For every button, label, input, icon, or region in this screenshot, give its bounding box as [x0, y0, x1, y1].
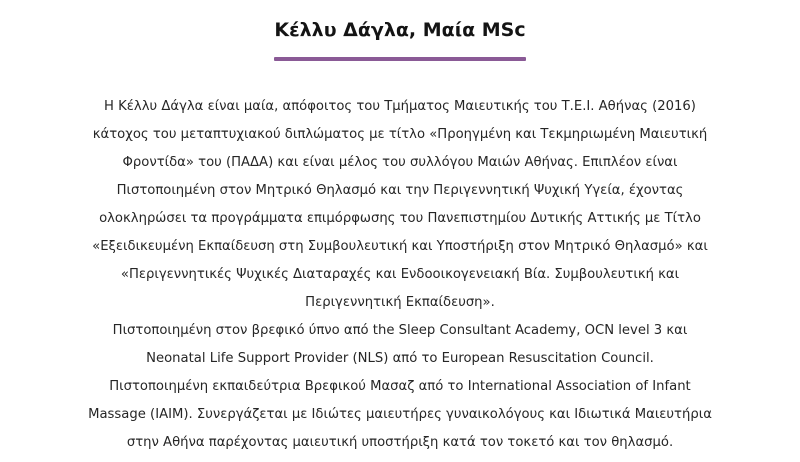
bio-line: ολοκληρώσει τα προγράμματα επιμόρφωσης του Πανεπιστημίου Δυτικής Αττικής με Τίτλο [99, 211, 701, 226]
title-underline [274, 57, 526, 61]
page-title: Κέλλυ Δάγλα, Μαία MSc [274, 19, 526, 41]
bio-line: κάτοχος του μεταπτυχιακού διπλώματος με τίτλο «Προηγμένη και Τεκμηριωμένη Μαιευτική [92, 127, 708, 142]
bio-line: Περιγεννητική Εκπαίδευση». [305, 295, 495, 310]
bio-line: Η Κέλλυ Δάγλα είναι μαία, απόφοιτος του Τμήματος Μαιευτικής του Τ.Ε.Ι. Αθήνας (2016) [104, 99, 696, 114]
bio-line: Neonatal Life Support Provider (NLS) από το European Resuscitation Council. [146, 351, 654, 366]
bio-line: Πιστοποιημένη στον βρεφικό ύπνο από the Sleep Consultant Academy, OCN level 3 και [112, 323, 688, 338]
bio-line: Πιστοποιημένη στον Μητρικό Θηλασμό και την Περιγεννητική Ψυχική Υγεία, έχοντας [116, 183, 684, 198]
bio-line: στην Αθήνα παρέχοντας μαιευτική υποστήριξη κατά τον τοκετό και τον θηλασμό. [126, 435, 674, 450]
bio-line: Φροντίδα» του (ΠΑΔΑ) και είναι μέλος του συλλόγου Μαιών Αθήνας. Επιπλέον είναι [122, 155, 678, 170]
bio-line: Πιστοποιημένη εκπαιδεύτρια Βρεφικού Μασαζ από το International Association of Infant [109, 379, 691, 394]
bio-line: Massage (IAIM). Συνεργάζεται με Ιδιώτες μαιευτήρες γυναικολόγους και Ιδιωτικά Μαιευτήρια [88, 407, 712, 422]
bio-line: «Περιγεννητικές Ψυχικές Διαταραχές και Ενδοοικογενειακή Βία. Συμβουλευτική και [120, 267, 680, 282]
bio-line: «Εξειδικευμένη Εκπαίδευση στη Συμβουλευτική και Υποστήριξη στον Μητρικό Θηλασμό» και [92, 239, 708, 254]
bio-text [15, 93, 785, 457]
